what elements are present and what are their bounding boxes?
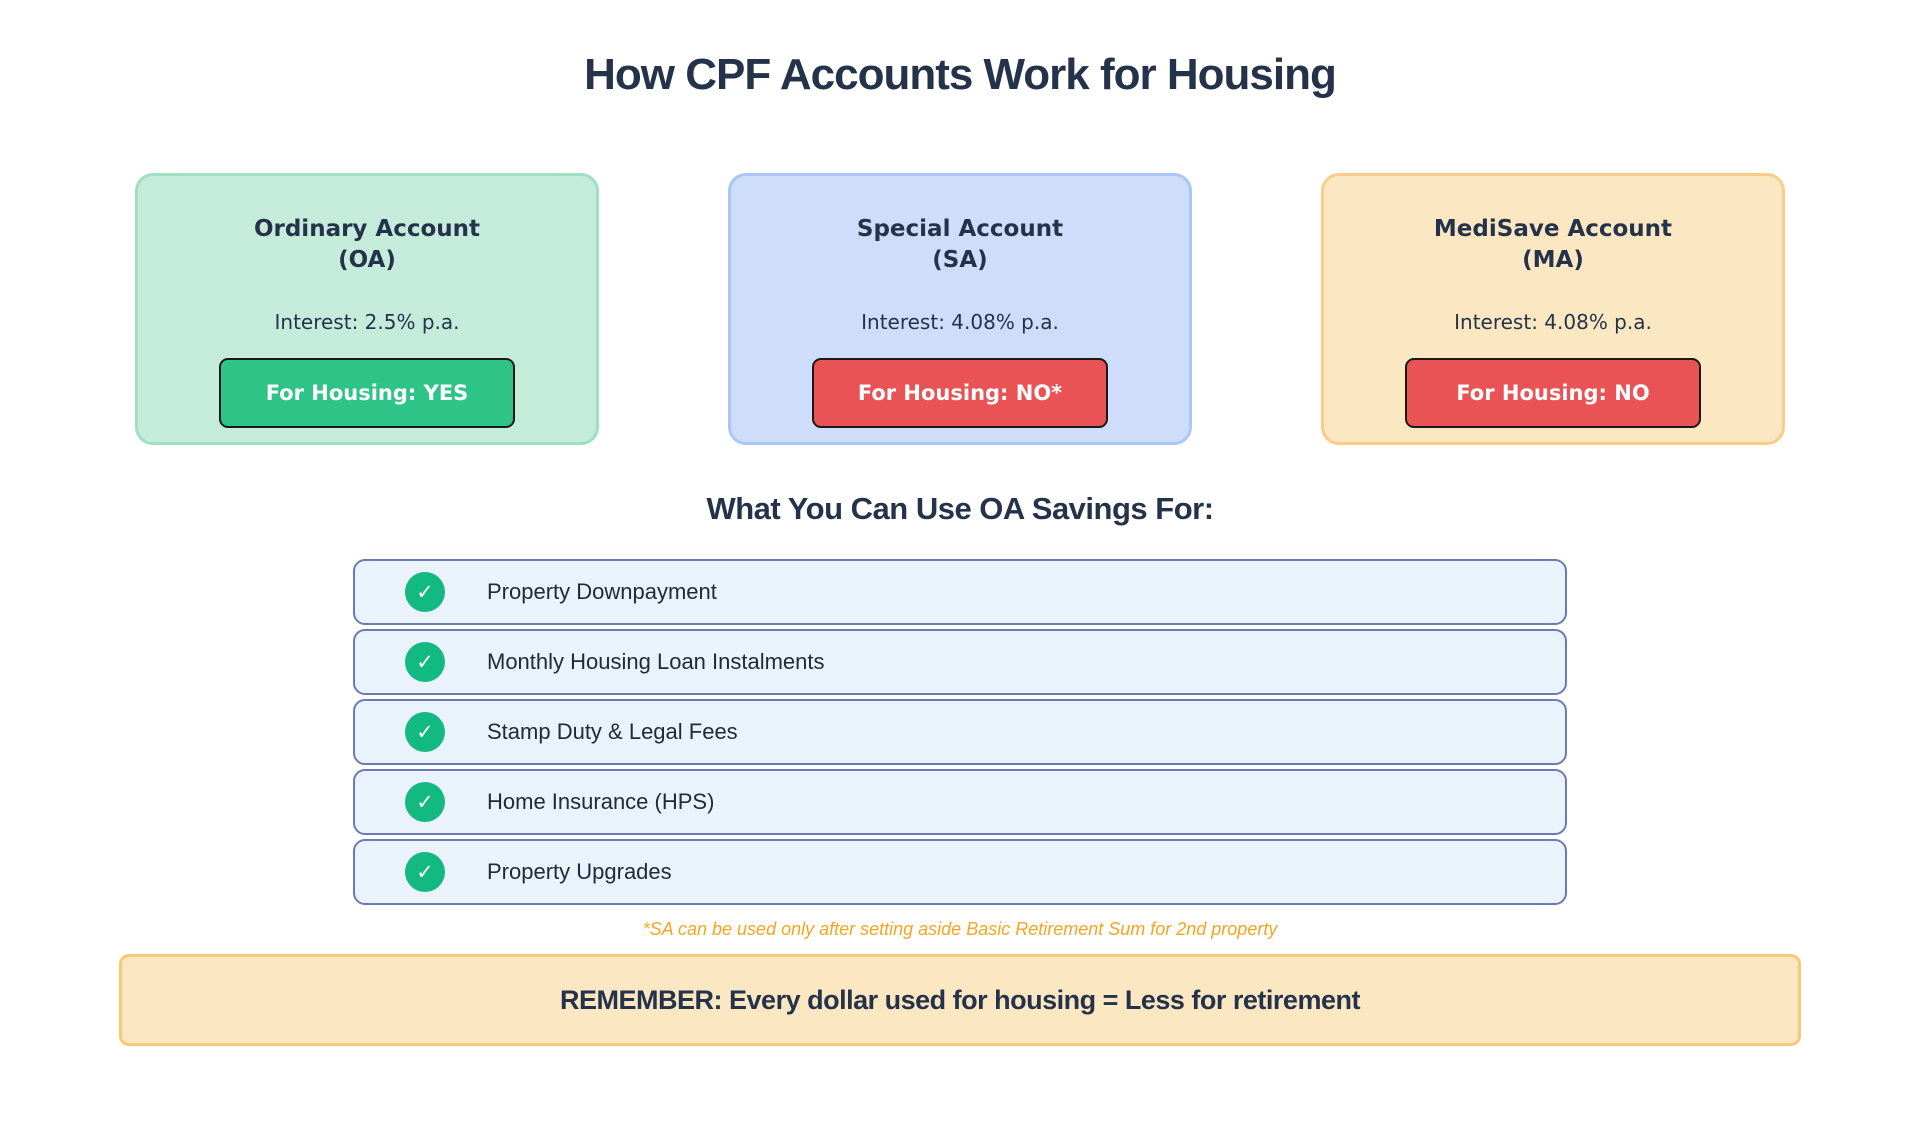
check-icon: ✓ bbox=[405, 572, 445, 612]
check-icon: ✓ bbox=[405, 782, 445, 822]
account-abbr: (SA) bbox=[932, 247, 988, 274]
account-interest-rate: Interest: 2.5% p.a. bbox=[274, 310, 460, 335]
account-name: Ordinary Account bbox=[253, 216, 481, 242]
reminder-banner bbox=[119, 954, 1801, 1046]
usage-item bbox=[353, 699, 1567, 765]
usage-item bbox=[353, 559, 1567, 625]
usage-item bbox=[353, 629, 1567, 695]
usage-item bbox=[353, 769, 1567, 835]
accounts-row bbox=[135, 173, 1785, 445]
usage-section-title: What You Can Use OA Savings For: bbox=[706, 491, 1214, 526]
housing-eligibility-badge: For Housing: NO bbox=[1405, 358, 1701, 428]
sa-footnote: *SA can be used only after setting aside Basic Retirement Sum for 2nd property bbox=[642, 919, 1278, 939]
account-card-oa bbox=[135, 173, 599, 445]
usage-list bbox=[353, 559, 1567, 905]
account-abbr: (MA) bbox=[1522, 247, 1584, 274]
account-card-ma bbox=[1321, 173, 1785, 445]
check-icon: ✓ bbox=[405, 642, 445, 682]
usage-item-label: Monthly Housing Loan Instalments bbox=[487, 649, 825, 674]
page-title: How CPF Accounts Work for Housing bbox=[584, 50, 1336, 99]
account-interest-rate: Interest: 4.08% p.a. bbox=[1454, 310, 1652, 335]
account-interest-rate: Interest: 4.08% p.a. bbox=[861, 310, 1059, 335]
account-name: Special Account bbox=[856, 216, 1064, 242]
check-icon: ✓ bbox=[405, 852, 445, 892]
usage-item-label: Property Upgrades bbox=[487, 859, 672, 884]
account-abbr: (OA) bbox=[338, 247, 396, 274]
housing-eligibility-badge: For Housing: NO* bbox=[812, 358, 1108, 428]
housing-eligibility-badge: For Housing: YES bbox=[219, 358, 515, 428]
usage-item-label: Stamp Duty & Legal Fees bbox=[487, 719, 738, 744]
account-name: MediSave Account bbox=[1433, 216, 1673, 242]
usage-item-label: Property Downpayment bbox=[487, 579, 717, 604]
usage-item bbox=[353, 839, 1567, 905]
reminder-text: REMEMBER: Every dollar used for housing = Less for retirement bbox=[560, 984, 1360, 1015]
account-card-sa bbox=[728, 173, 1192, 445]
check-icon: ✓ bbox=[405, 712, 445, 752]
usage-item-label: Home Insurance (HPS) bbox=[487, 789, 715, 814]
infographic-page bbox=[0, 50, 1920, 1125]
